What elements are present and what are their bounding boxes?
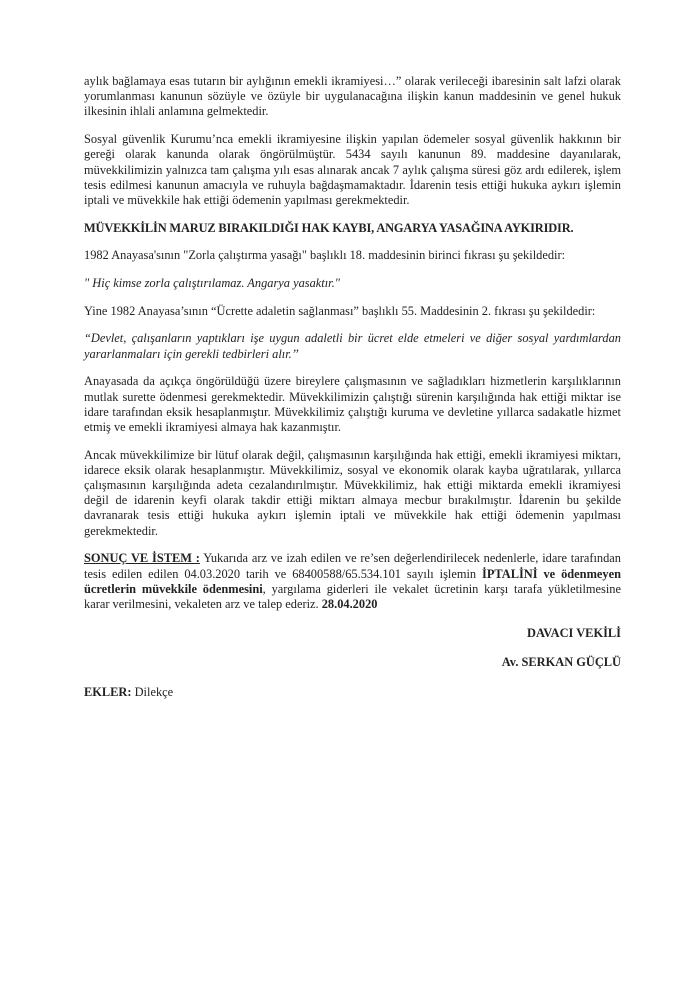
conclusion-demand-bold: İPTALİNİ ve ödenmeyen ücretlerin müvekkile ödenmesini — [84, 566, 621, 596]
paragraph-social-security: Sosyal güvenlik Kurumu’nca emekli ikramiyesine ilişkin yapılan ödemeler sosyal güvenlik hakkının bir gereği olarak kanunda olarak öngörülmüştür. 5434 sayılı kanunun 89. maddesine dayanılarak, müvekkilimizin yalnızca tam çalışma yılı esas alınarak ancak 7 aylık çalışma süresi göz ardı edilerek, işlem tesis edilmesi kanunun amacıyla ve ruhuyla bağdaşmamaktadır. İdarenin tesis ettiği hukuka aykırı işlemin iptali ve müvekkile hak ettiği ödemenin yapılması gerekmektedir. — [84, 132, 621, 207]
attachments-label: EKLER: — [84, 684, 132, 699]
attachments-line — [84, 685, 621, 700]
paragraph-constitution-argument: Anayasada da açıkça öngörüldüğü üzere bireylere çalışmasının ve sağladıkları hizmetlerin karşılıklarının mutlak surette ödenmesi gerekmektedir. Müvekkilimizin çalıştığı sürenin karşılığında hak ettiği miktar ise idare tarafından eksik hesaplanmıştır. Müvekkilimiz çalıştığı kuruma ve devletine yıllarca sadakatle hizmet etmiş ve emekli ikramiyesi almaya hak kazanmıştır. — [84, 374, 621, 434]
section-heading-angarya: MÜVEKKİLİN MARUZ BIRAKILDIĞI HAK KAYBI, ANGARYA YASAĞINA AYKIRIDIR. — [84, 220, 574, 235]
conclusion-paragraph — [84, 551, 621, 612]
signature-role: DAVACI VEKİLİ — [527, 626, 621, 641]
paragraph-article55-intro: Yine 1982 Anayasa’sının “Ücrette adaletin sağlanması” başlıklı 55. Maddesinin 2. fıkrası şu şekildedir: — [84, 303, 596, 318]
constitution-quote-article55: “Devlet, çalışanların yaptıkları işe uygun adaletli bir ücret elde etmeleri ve diğer sosyal yardımlardan yararlanmaları için gerekli tedbirleri alır.’’ — [84, 331, 621, 361]
paragraph-continuation: aylık bağlamaya esas tutarın bir aylığının emekli ikramiyesi…” olarak verileceği ibaresinin salt lafzi olarak yorumlanması kanunun sözüyle ve özüyle bir uygulanacağına ilişkin kanun maddesinin ve genel hukuk ilkesinin ihlali anlamına gelmektedir. — [84, 74, 621, 119]
signature-name: Av. SERKAN GÜÇLÜ — [501, 655, 621, 670]
paragraph-article18-intro: 1982 Anayasa'sının "Zorla çalıştırma yasağı" başlıklı 18. maddesinin birinci fıkrası şu şekildedir: — [84, 248, 566, 263]
conclusion-text-part2: , yargılama giderleri ile vekalet ücretinin karşı tarafa yükletilmesine karar verilmesini, vekaleten arz ve talep ederiz. — [84, 581, 622, 611]
conclusion-label: SONUÇ VE İSTEM : — [84, 551, 200, 566]
paragraph-client-loss: Ancak müvekkilimize bir lütuf olarak değil, çalışmasının karşılığında hak ettiği, emekli ikramiyesi miktarı, idarece eksik olarak hesaplanmıştır. Müvekkilimiz, sosyal ve ekonomik olarak kayba uğratılarak, yıllarca çalışmasının karşılığında adeta cezalandırılmıştır. Müvekkilimiz, hak ettiği miktarda emekli ikramiyesi değil de idarenin keyfi olarak takdir ettiği miktarı almaya mecbur bırakılmıştır. İdarenin bu şekilde davranarak tesis ettiği hukuka aykırı işlemin iptali ve müvekkile hak ettiği ödemenin yapılması gerekmektedir. — [84, 447, 621, 538]
conclusion-text-part1: Yukarıda arz ve izah edilen ve re’sen değerlendirilecek nedenlerle, idare tarafından tesis edilen edilen 04.03.2020 tarih ve 68400588/65.534.101 sayılı işlemin — [84, 551, 622, 581]
constitution-quote-article18: " Hiç kimse zorla çalıştırılamaz. Angarya yasaktır." — [84, 276, 340, 291]
attachments-value: Dilekçe — [131, 684, 174, 699]
conclusion-date: 28.04.2020 — [321, 596, 378, 611]
document-content — [84, 74, 621, 712]
